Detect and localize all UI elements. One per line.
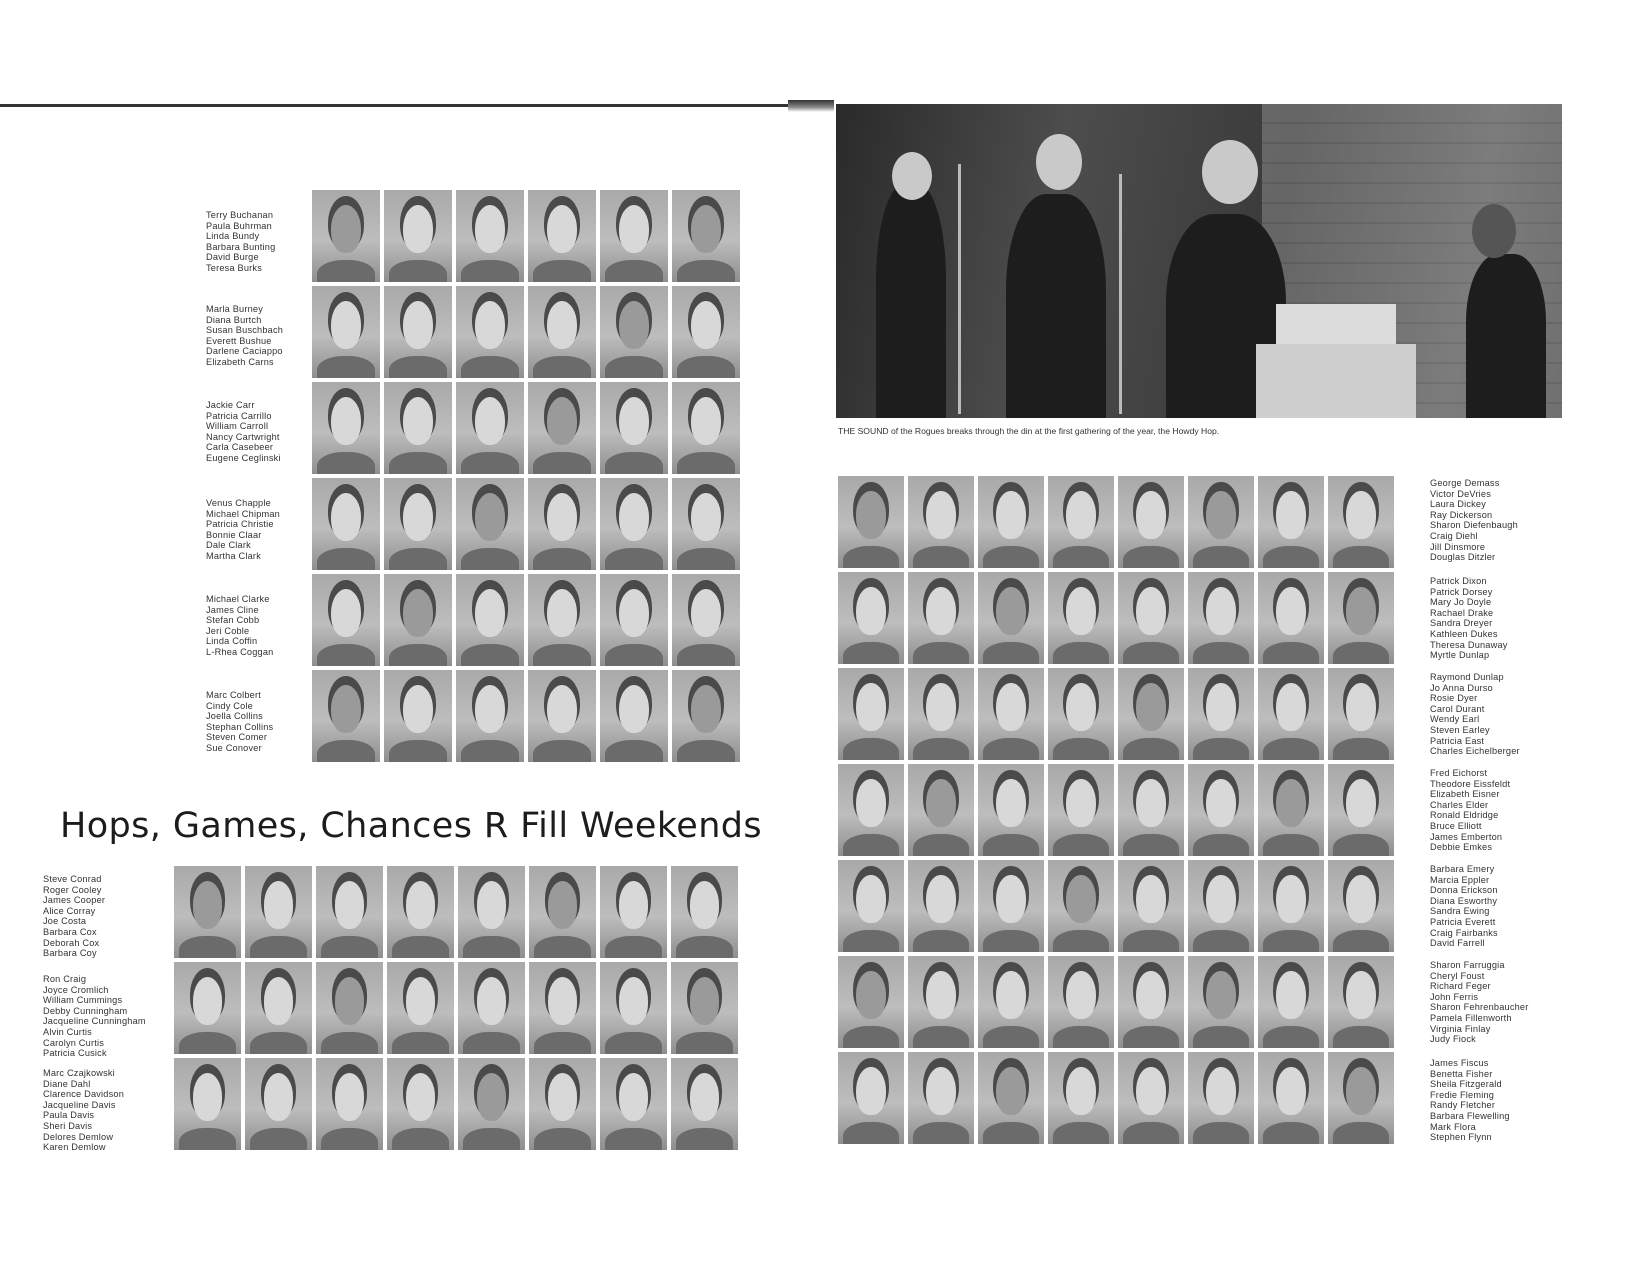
student-name: Donna Erickson	[1430, 885, 1498, 896]
student-name: Eugene Ceglinski	[206, 452, 281, 463]
student-portrait	[672, 670, 740, 762]
student-name: Marla Burney	[206, 304, 264, 314]
student-portrait	[600, 574, 668, 666]
student-portrait	[838, 668, 904, 760]
student-portrait	[458, 1058, 525, 1150]
student-name: David Burge	[206, 252, 259, 263]
student-portrait	[978, 668, 1044, 760]
student-portrait	[1188, 668, 1254, 760]
student-portrait	[529, 962, 596, 1054]
student-portrait	[600, 670, 668, 762]
name-list	[1430, 864, 1498, 949]
student-name: Everett Bushue	[206, 335, 272, 346]
student-name: Delores Demlow	[43, 1131, 114, 1142]
student-name: Sharon Diefenbaugh	[1430, 520, 1518, 531]
student-portrait	[387, 1058, 454, 1150]
student-portrait	[529, 866, 596, 958]
student-portrait	[908, 572, 974, 664]
student-portrait	[1048, 572, 1114, 664]
student-name: Craig Fairbanks	[1430, 927, 1498, 938]
band-photo	[836, 104, 1562, 418]
name-list	[206, 498, 280, 562]
student-name: Jacqueline Cunningham	[43, 1016, 146, 1027]
student-portrait	[600, 962, 667, 1054]
student-name: Steven Earley	[1430, 724, 1490, 735]
student-portrait	[528, 190, 596, 282]
student-name: Sandra Dreyer	[1430, 618, 1493, 629]
student-portrait	[1118, 1052, 1184, 1144]
student-portrait	[672, 190, 740, 282]
student-name: Mark Flora	[1430, 1121, 1476, 1132]
student-name: Barbara Cox	[43, 926, 97, 937]
student-name: Pamela Fillenworth	[1430, 1012, 1512, 1023]
student-name: Roger Cooley	[43, 884, 102, 895]
student-portrait	[1328, 956, 1394, 1048]
student-portrait	[384, 286, 452, 378]
student-name: James Fiscus	[1430, 1058, 1489, 1068]
student-portrait	[838, 956, 904, 1048]
student-portrait	[456, 478, 524, 570]
student-portrait	[528, 574, 596, 666]
drum-riser	[1256, 344, 1416, 418]
student-name: L-Rhea Coggan	[206, 646, 274, 657]
student-portrait	[387, 866, 454, 958]
student-portrait	[316, 962, 383, 1054]
student-portrait	[456, 190, 524, 282]
student-portrait	[456, 286, 524, 378]
student-portrait	[316, 866, 383, 958]
right-photo-grid	[838, 476, 1394, 1144]
student-portrait	[1188, 476, 1254, 568]
student-portrait	[600, 1058, 667, 1150]
student-portrait	[838, 476, 904, 568]
student-name: Barbara Emery	[1430, 864, 1495, 874]
student-portrait	[384, 478, 452, 570]
student-name: Wendy Earl	[1430, 714, 1480, 725]
guitarist-right-face	[1202, 140, 1258, 204]
student-name: Raymond Dunlap	[1430, 672, 1504, 682]
student-name: Marcia Eppler	[1430, 874, 1490, 885]
name-list	[43, 1068, 124, 1153]
student-portrait	[1048, 956, 1114, 1048]
student-portrait	[1048, 1052, 1114, 1144]
student-portrait	[1048, 476, 1114, 568]
student-portrait	[671, 1058, 738, 1150]
student-portrait	[600, 286, 668, 378]
student-portrait	[1118, 476, 1184, 568]
student-portrait	[908, 764, 974, 856]
student-portrait	[174, 962, 241, 1054]
student-name: Kathleen Dukes	[1430, 628, 1498, 639]
student-portrait	[384, 670, 452, 762]
student-name: Jackie Carr	[206, 400, 255, 410]
student-portrait	[458, 962, 525, 1054]
student-portrait	[174, 866, 241, 958]
student-portrait	[1118, 668, 1184, 760]
student-portrait	[672, 286, 740, 378]
student-name: Venus Chapple	[206, 498, 271, 508]
student-name: Joyce Cromlich	[43, 984, 109, 995]
student-name: Virginia Finlay	[1430, 1023, 1491, 1034]
student-portrait	[528, 670, 596, 762]
student-name: Theresa Dunaway	[1430, 639, 1508, 650]
student-name: Diane Dahl	[43, 1078, 91, 1089]
student-portrait	[600, 866, 667, 958]
student-name: Alvin Curtis	[43, 1026, 92, 1037]
student-portrait	[978, 572, 1044, 664]
student-name: Jeri Coble	[206, 625, 250, 636]
student-name: Judy Fiock	[1430, 1034, 1476, 1045]
student-portrait	[908, 1052, 974, 1144]
student-name: Sheila Fitzgerald	[1430, 1079, 1502, 1090]
student-portrait	[908, 476, 974, 568]
student-portrait	[312, 382, 380, 474]
student-name: Patricia Christie	[206, 519, 274, 530]
name-list	[1430, 576, 1508, 661]
guitarist-left-face	[892, 152, 932, 200]
student-portrait	[600, 478, 668, 570]
student-name: Sandra Ewing	[1430, 906, 1490, 917]
mic-stand-left	[958, 164, 961, 414]
name-list	[1430, 672, 1520, 757]
student-name: Barbara Coy	[43, 948, 97, 959]
student-name: Michael Chipman	[206, 508, 280, 519]
student-name: Sharon Fehrenbaucher	[1430, 1002, 1529, 1013]
student-portrait	[838, 764, 904, 856]
student-name: George Demass	[1430, 478, 1500, 488]
name-list	[1430, 478, 1518, 563]
student-portrait	[312, 286, 380, 378]
student-name: Teresa Burks	[206, 262, 263, 273]
student-portrait	[456, 382, 524, 474]
student-portrait	[978, 764, 1044, 856]
student-portrait	[600, 382, 668, 474]
student-name: Steve Conrad	[43, 874, 102, 884]
student-name: David Farrell	[1430, 938, 1485, 949]
name-list	[206, 400, 281, 464]
student-name: Charles Elder	[1430, 799, 1489, 810]
student-name: Terry Buchanan	[206, 210, 274, 220]
student-name: James Cooper	[43, 895, 106, 906]
student-portrait	[1118, 860, 1184, 952]
student-portrait	[1048, 668, 1114, 760]
student-name: John Ferris	[1430, 991, 1479, 1002]
student-name: Barbara Flewelling	[1430, 1110, 1510, 1121]
left-top-photo-grid	[312, 190, 740, 762]
student-portrait	[312, 478, 380, 570]
name-list	[43, 974, 146, 1059]
student-name: Patricia East	[1430, 735, 1485, 746]
student-portrait	[838, 572, 904, 664]
student-name: Diana Esworthy	[1430, 895, 1498, 906]
name-list	[1430, 768, 1510, 853]
student-portrait	[245, 1058, 312, 1150]
student-portrait	[672, 382, 740, 474]
student-name: Barbara Bunting	[206, 241, 276, 252]
student-name: Victor DeVries	[1430, 488, 1492, 499]
student-portrait	[384, 574, 452, 666]
student-portrait	[908, 860, 974, 952]
student-name: Diana Burtch	[206, 314, 262, 325]
student-name: Susan Buschbach	[206, 325, 284, 336]
student-name: Stephan Collins	[206, 721, 274, 732]
student-portrait	[1048, 860, 1114, 952]
student-name: Bonnie Claar	[206, 529, 262, 540]
student-portrait	[1328, 1052, 1394, 1144]
student-name: Linda Bundy	[206, 231, 260, 242]
student-name: Richard Feger	[1430, 981, 1491, 992]
student-portrait	[384, 382, 452, 474]
student-portrait	[1188, 764, 1254, 856]
name-list	[1430, 1058, 1510, 1143]
student-name: Debbie Emkes	[1430, 842, 1493, 853]
student-portrait	[1188, 1052, 1254, 1144]
student-portrait	[312, 670, 380, 762]
student-portrait	[1188, 860, 1254, 952]
name-list	[206, 210, 275, 274]
student-portrait	[978, 956, 1044, 1048]
student-portrait	[245, 962, 312, 1054]
name-list	[206, 304, 283, 368]
student-portrait	[1328, 668, 1394, 760]
student-name: Cindy Cole	[206, 700, 253, 711]
student-portrait	[456, 574, 524, 666]
student-name: Sue Conover	[206, 742, 262, 753]
student-name: Alice Corray	[43, 905, 96, 916]
page-top-edge	[0, 104, 790, 107]
student-name: Ron Craig	[43, 974, 87, 984]
student-name: Dale Clark	[206, 540, 251, 551]
student-portrait	[1048, 764, 1114, 856]
student-name: Rosie Dyer	[1430, 693, 1478, 704]
student-name: Carla Casebeer	[206, 442, 274, 453]
student-name: Karen Demlow	[43, 1142, 106, 1153]
student-name: Linda Coffin	[206, 636, 258, 647]
student-name: Marc Czajkowski	[43, 1068, 115, 1078]
student-portrait	[456, 670, 524, 762]
student-name: Bruce Elliott	[1430, 820, 1482, 831]
student-portrait	[838, 860, 904, 952]
student-portrait	[1258, 1052, 1324, 1144]
student-portrait	[316, 1058, 383, 1150]
student-name: Jacqueline Davis	[43, 1099, 116, 1110]
student-name: Sheri Davis	[43, 1120, 93, 1131]
student-name: Ronald Eldridge	[1430, 810, 1499, 821]
student-name: Darlene Caciappo	[206, 346, 283, 357]
student-portrait	[245, 866, 312, 958]
student-name: William Cummings	[43, 995, 123, 1006]
student-name: James Emberton	[1430, 831, 1503, 842]
student-portrait	[672, 574, 740, 666]
student-name: Michael Clarke	[206, 594, 270, 604]
student-portrait	[672, 478, 740, 570]
student-name: Jill Dinsmore	[1430, 541, 1486, 552]
drummer-face	[1472, 204, 1516, 258]
student-name: Elizabeth Carns	[206, 356, 274, 367]
student-portrait	[1258, 668, 1324, 760]
student-portrait	[908, 956, 974, 1048]
student-name: Douglas Ditzler	[1430, 552, 1496, 563]
student-portrait	[1118, 956, 1184, 1048]
student-portrait	[1328, 764, 1394, 856]
name-list	[43, 874, 105, 959]
drummer	[1466, 254, 1546, 418]
student-portrait	[978, 860, 1044, 952]
student-portrait	[1258, 764, 1324, 856]
student-name: Randy Fletcher	[1430, 1100, 1496, 1111]
student-portrait	[671, 962, 738, 1054]
student-name: Mary Jo Doyle	[1430, 597, 1492, 608]
mic-stand-center	[1119, 174, 1122, 414]
student-portrait	[312, 574, 380, 666]
student-name: Patricia Carrillo	[206, 410, 272, 421]
student-portrait	[174, 1058, 241, 1150]
student-name: Paula Buhrman	[206, 220, 272, 231]
name-list	[206, 594, 273, 658]
student-name: Carol Durant	[1430, 703, 1485, 714]
student-portrait	[528, 286, 596, 378]
student-name: Debby Cunningham	[43, 1005, 128, 1016]
student-portrait	[1258, 572, 1324, 664]
book-spine-shadow	[788, 100, 834, 112]
student-name: Stefan Cobb	[206, 615, 260, 626]
student-portrait	[1188, 956, 1254, 1048]
student-portrait	[1188, 572, 1254, 664]
student-name: Marc Colbert	[206, 690, 261, 700]
student-name: Jo Anna Durso	[1430, 682, 1493, 693]
student-portrait	[1258, 860, 1324, 952]
student-name: Ray Dickerson	[1430, 509, 1493, 520]
student-name: Carolyn Curtis	[43, 1037, 105, 1048]
student-portrait	[908, 668, 974, 760]
student-portrait	[312, 190, 380, 282]
student-name: Patrick Dorsey	[1430, 586, 1493, 597]
student-portrait	[528, 478, 596, 570]
photo-caption: THE SOUND of the Rogues breaks through the din at the first gathering of the year, the Howdy Hop.	[838, 426, 1220, 436]
student-name: Laura Dickey	[1430, 499, 1487, 510]
student-name: Theodore Eissfeldt	[1430, 778, 1511, 789]
page-headline: Hops, Games, Chances R Fill Weekends	[60, 806, 763, 846]
name-list	[206, 690, 273, 754]
left-bottom-photo-grid	[174, 866, 738, 1150]
student-name: Paula Davis	[43, 1110, 95, 1121]
student-portrait	[671, 866, 738, 958]
student-portrait	[1328, 572, 1394, 664]
student-name: Martha Clark	[206, 550, 261, 561]
student-portrait	[458, 866, 525, 958]
student-portrait	[1328, 860, 1394, 952]
student-name: Craig Diehl	[1430, 530, 1478, 541]
student-portrait	[978, 1052, 1044, 1144]
student-name: Clarence Davidson	[43, 1089, 125, 1100]
student-name: Stephen Flynn	[1430, 1132, 1492, 1143]
student-name: Joe Costa	[43, 916, 87, 927]
student-name: Rachael Drake	[1430, 607, 1494, 618]
student-name: Cheryl Foust	[1430, 970, 1485, 981]
name-list	[1430, 960, 1529, 1045]
student-portrait	[384, 190, 452, 282]
student-portrait	[1258, 476, 1324, 568]
student-portrait	[387, 962, 454, 1054]
student-name: Nancy Cartwright	[206, 431, 280, 442]
student-name: Benetta Fisher	[1430, 1068, 1493, 1079]
student-name: Fred Eichorst	[1430, 768, 1488, 778]
student-portrait	[528, 382, 596, 474]
student-name: Deborah Cox	[43, 937, 100, 948]
student-portrait	[838, 1052, 904, 1144]
guitarist-center	[1006, 194, 1106, 418]
student-name: Sharon Farruggia	[1430, 960, 1505, 970]
guitarist-left	[876, 184, 946, 418]
student-name: Joella Collins	[206, 711, 263, 722]
student-portrait	[600, 190, 668, 282]
student-name: Charles Eichelberger	[1430, 746, 1520, 757]
student-name: Myrtle Dunlap	[1430, 650, 1490, 661]
student-name: Fredie Fleming	[1430, 1089, 1495, 1100]
student-portrait	[529, 1058, 596, 1150]
student-portrait	[978, 476, 1044, 568]
student-portrait	[1258, 956, 1324, 1048]
student-name: Patricia Everett	[1430, 916, 1496, 927]
student-portrait	[1118, 572, 1184, 664]
guitarist-center-face	[1036, 134, 1082, 190]
student-portrait	[1118, 764, 1184, 856]
student-name: Patricia Cusick	[43, 1048, 107, 1059]
student-name: Steven Comer	[206, 732, 268, 743]
student-name: James Cline	[206, 604, 259, 615]
student-name: Elizabeth Eisner	[1430, 789, 1500, 800]
student-name: Patrick Dixon	[1430, 576, 1487, 586]
student-portrait	[1328, 476, 1394, 568]
student-name: William Carroll	[206, 421, 269, 432]
